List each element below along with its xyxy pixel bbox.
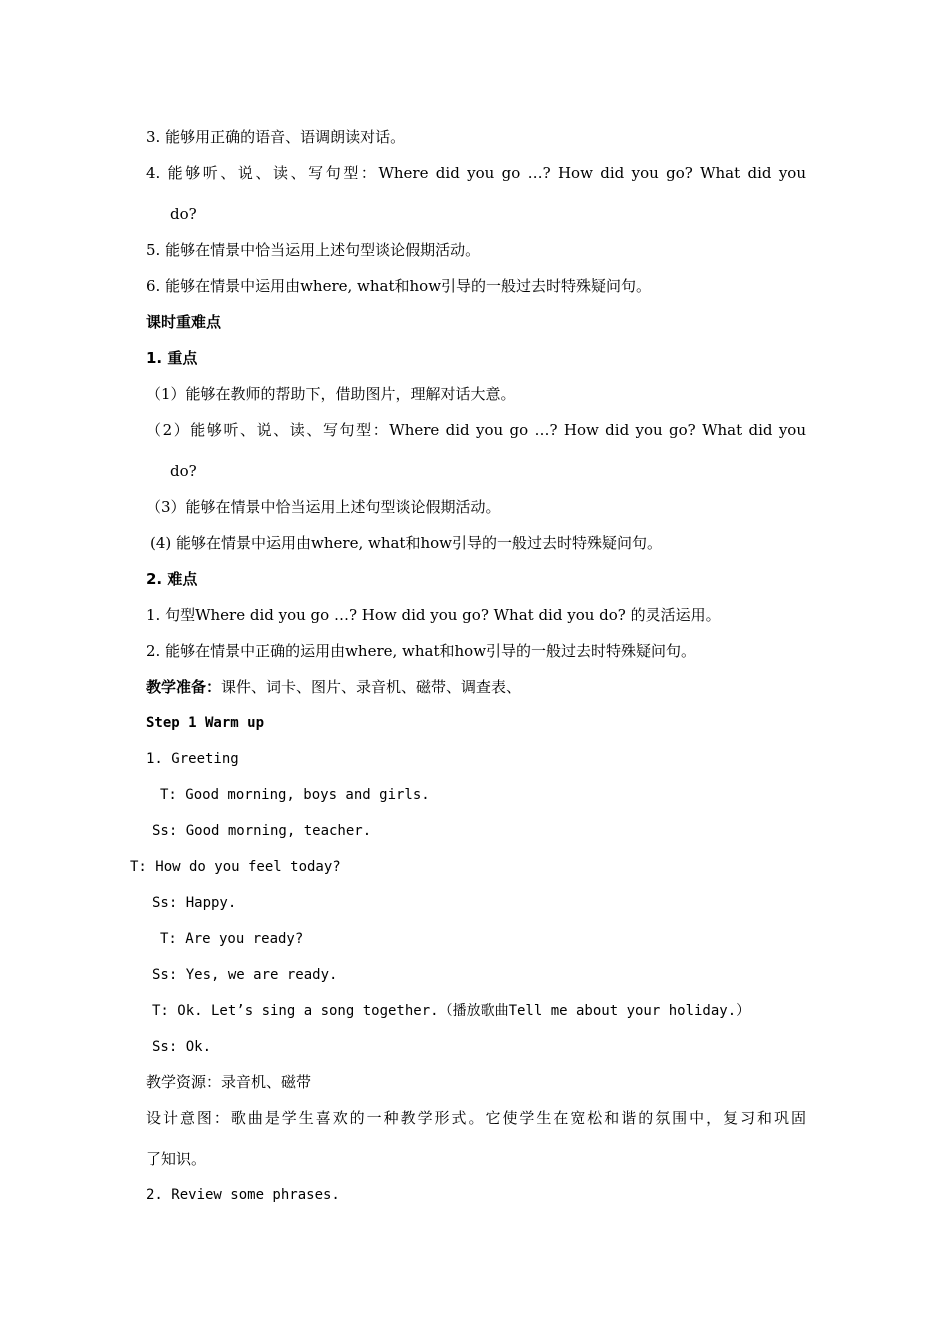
- dialogue-line-1: T: Good morning, boys and girls.: [160, 787, 430, 803]
- objective-6: 6. 能够在情景中运用由where, what和how引导的一般过去时特殊疑问句。: [146, 277, 652, 295]
- key-item-1: （1）能够在教师的帮助下，借助图片，理解对话大意。: [146, 385, 516, 403]
- dialogue-line-2: Ss: Good morning, teacher.: [152, 823, 372, 839]
- key-points-heading: 1. 重点: [146, 349, 198, 367]
- objective-3: 3. 能够用正确的语音、语调朗读对话。: [146, 128, 406, 146]
- teaching-resources: 教学资源：录音机、磁带: [146, 1073, 312, 1091]
- design-intent-line-2: 了知识。: [146, 1150, 207, 1168]
- key-item-2-cont: do?: [170, 462, 197, 480]
- objective-4-cont: do?: [170, 205, 197, 223]
- design-intent-line-1: 设计意图：歌曲是学生喜欢的一种教学形式。它使学生在宽松和谐的氛围中，复习和巩固: [146, 1109, 806, 1127]
- dialogue-line-5: T: Are you ready?: [160, 931, 304, 947]
- difficult-item-2: 2. 能够在情景中正确的运用由where, what和how引导的一般过去时特殊疑问句。: [146, 642, 697, 660]
- difficult-item-1: 1. 句型Where did you go …? How did you go? What did you do? 的灵活运用。: [146, 606, 721, 624]
- dialogue-line-7: T: Ok. Let’s sing a song together.（播放歌曲Tell me about your holiday.）: [152, 1003, 751, 1019]
- key-item-3: （3）能够在情景中恰当运用上述句型谈论假期活动。: [146, 498, 501, 516]
- key-difficult-heading: 课时重难点: [146, 313, 222, 331]
- key-item-2: （2）能够听、说、读、写句型：Where did you go …? How did you go? What did you: [146, 421, 806, 439]
- step1-heading: Step 1 Warm up: [146, 715, 265, 731]
- review-phrases: 2. Review some phrases.: [146, 1187, 340, 1203]
- preparation-label: 教学准备：: [146, 678, 222, 696]
- greeting-title: 1. Greeting: [146, 751, 239, 767]
- dialogue-line-8: Ss: Ok.: [152, 1039, 212, 1055]
- preparation-line: [146, 676, 521, 698]
- dialogue-line-4: Ss: Happy.: [152, 895, 237, 911]
- objective-4: 4. 能够听、说、读、写句型：Where did you go …? How did you go? What did you: [146, 164, 806, 182]
- dialogue-line-6: Ss: Yes, we are ready.: [152, 967, 338, 983]
- dialogue-line-3: T: How do you feel today?: [130, 859, 341, 875]
- objective-5: 5. 能够在情景中恰当运用上述句型谈论假期活动。: [146, 241, 481, 259]
- difficult-points-heading: 2. 难点: [146, 570, 198, 588]
- preparation-text: 课件、词卡、图片、录音机、磁带、调查表、: [221, 678, 522, 696]
- key-item-4: (4) 能够在情景中运用由where, what和how引导的一般过去时特殊疑问句。: [150, 534, 662, 552]
